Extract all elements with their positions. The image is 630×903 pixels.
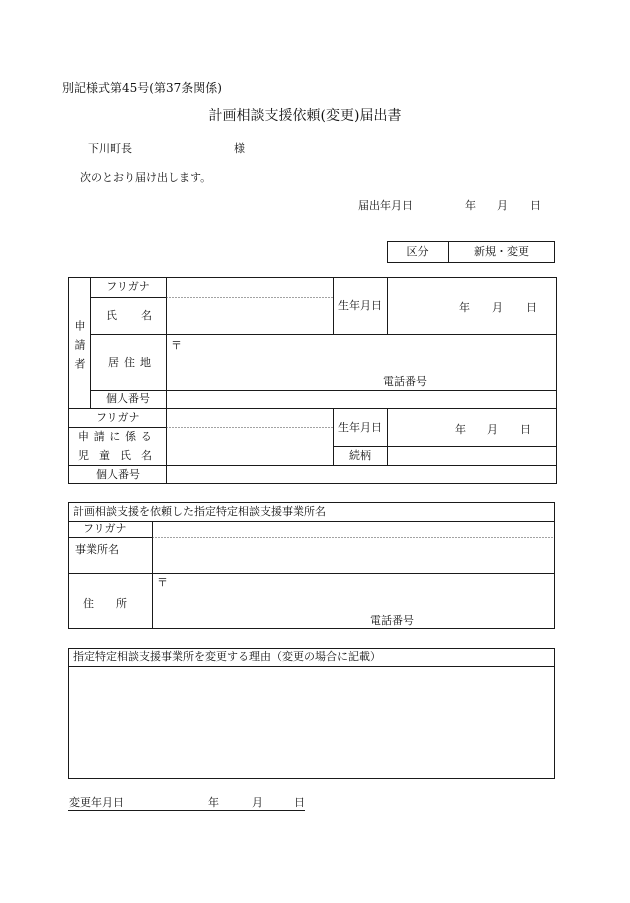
form-title: 計画相談支援依頼(変更)届出書: [208, 108, 402, 124]
applicant-name-field: [167, 298, 333, 334]
applicant-phone-label: 電話番号: [383, 375, 427, 388]
child-name-label-line2: 児童氏名: [78, 449, 162, 462]
submission-date-year: 年: [465, 199, 476, 212]
applicant-furigana-field: [167, 278, 333, 297]
office-address-label: 住所: [83, 597, 149, 610]
applicant-address-field: [167, 335, 556, 390]
applicant-birthdate-day: 日: [526, 301, 537, 314]
change-date-month: 月: [252, 796, 263, 809]
office-furigana-label: フリガナ: [83, 522, 127, 535]
postal-mark-icon: 〒: [157, 576, 168, 589]
applicant-furigana-label: フリガナ: [106, 280, 150, 293]
child-relationship-label: 続柄: [349, 449, 371, 462]
change-date-label: 変更年月日: [69, 796, 124, 809]
intro-text: 次のとおり届け出します。: [80, 171, 212, 184]
child-personal-number-field: [167, 466, 556, 483]
office-name-field: [153, 538, 554, 573]
submission-date-day: 日: [530, 199, 541, 212]
office-name-label: 事業所名: [75, 543, 119, 556]
change-reason-field: [69, 667, 554, 778]
office-address-field: [153, 574, 554, 628]
child-name-label-line1: 申請に係る: [78, 430, 157, 443]
applicant-birthdate-field: [388, 278, 556, 334]
applicant-birthdate-label: 生年月日: [338, 299, 382, 312]
honorific: 様: [234, 142, 245, 155]
addressee: 下川町長: [88, 142, 132, 155]
child-birthdate-month: 月: [487, 423, 498, 436]
office-phone-label: 電話番号: [370, 614, 414, 627]
office-furigana-field: [153, 522, 554, 537]
postal-mark-icon: 〒: [171, 339, 182, 352]
child-personal-number-label: 個人番号: [96, 468, 140, 481]
applicant-birthdate-month: 月: [492, 301, 503, 314]
submission-date-month: 月: [497, 199, 508, 212]
child-birthdate-year: 年: [455, 423, 466, 436]
applicant-section-label: 申請者: [73, 320, 86, 377]
category-label: 区分: [406, 245, 429, 258]
change-reason-heading: 指定特定相談支援事業所を変更する理由（変更の場合に記載）: [73, 650, 381, 663]
child-birthdate-field: [388, 409, 556, 446]
child-birthdate-label: 生年月日: [338, 421, 382, 434]
applicant-name-label: 氏名: [106, 309, 176, 322]
applicant-birthdate-year: 年: [459, 301, 470, 314]
child-birthdate-day: 日: [520, 423, 531, 436]
child-furigana-field: [167, 409, 333, 427]
change-date-year: 年: [208, 796, 219, 809]
child-relationship-field: [388, 447, 556, 465]
child-furigana-label: フリガナ: [96, 411, 140, 424]
applicant-address-label: 居住地: [108, 356, 156, 369]
child-name-field: [167, 428, 333, 465]
form-number: 別記様式第45号(第37条関係): [62, 81, 222, 95]
change-date-day: 日: [294, 796, 305, 809]
applicant-personal-number-field: [167, 391, 556, 408]
category-value: 新規・変更: [474, 245, 529, 258]
applicant-personal-number-label: 個人番号: [106, 392, 150, 405]
submission-date-label: 届出年月日: [358, 199, 413, 212]
office-heading: 計画相談支援を依頼した指定特定相談支援事業所名: [73, 505, 326, 518]
